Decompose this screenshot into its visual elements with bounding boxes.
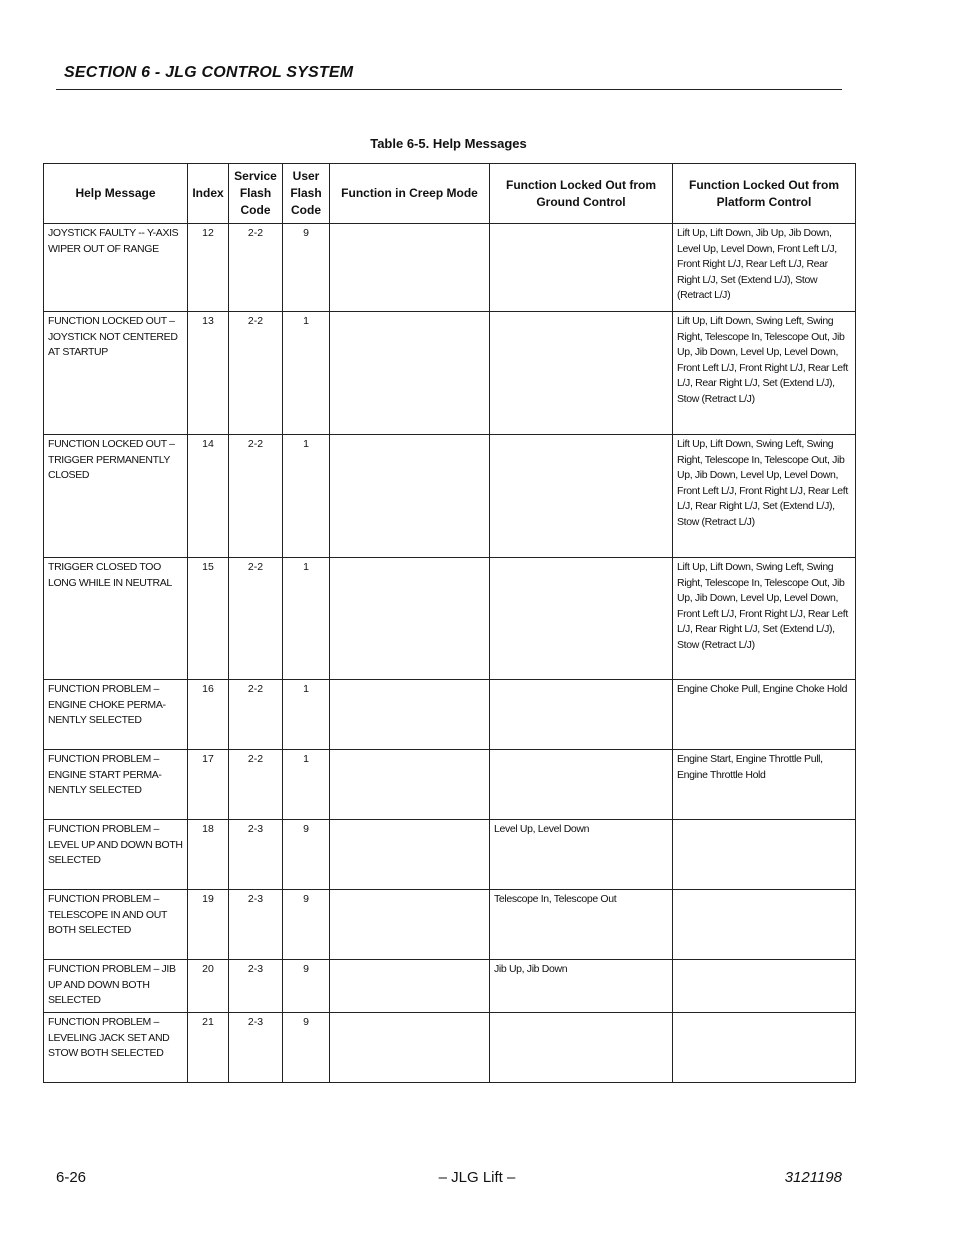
- cell-creep-mode: [330, 960, 490, 1013]
- cell-creep-mode: [330, 1013, 490, 1083]
- cell-index: 16: [188, 680, 229, 750]
- table-row: [44, 820, 856, 890]
- cell-service-flash-code: 2-2: [229, 680, 283, 750]
- cell-index: 19: [188, 890, 229, 960]
- cell-ground-control: Jib Up, Jib Down: [490, 960, 673, 1013]
- cell-service-flash-code: 2-2: [229, 558, 283, 680]
- cell-creep-mode: [330, 820, 490, 890]
- cell-user-flash-code: 1: [283, 558, 330, 680]
- cell-user-flash-code: 1: [283, 435, 330, 558]
- cell-ground-control: [490, 1013, 673, 1083]
- header-divider: [56, 89, 842, 90]
- cell-service-flash-code: 2-2: [229, 750, 283, 820]
- cell-creep-mode: [330, 558, 490, 680]
- cell-help-message: FUNCTION LOCKED OUT – TRIGGER PERMANENTLY CLOSED: [44, 435, 188, 558]
- col-header-platform-control: Function Locked Out from Platform Control: [673, 164, 856, 224]
- cell-platform-control: Lift Up, Lift Down, Swing Left, Swing Right, Telescope In, Telescope Out, Jib Up, Jib Down, Level Up, Level Down, Front Left L/J, Front Right L/J, Rear Left L/J, Rear Right L/J, Set (Extend L/J), Stow (Retract L/J): [673, 312, 856, 435]
- cell-index: 14: [188, 435, 229, 558]
- cell-help-message: FUNCTION PROBLEM – LEVEL UP AND DOWN BOTH SELECTED: [44, 820, 188, 890]
- cell-help-message: JOYSTICK FAULTY -- Y-AXIS WIPER OUT OF RANGE: [44, 224, 188, 312]
- cell-creep-mode: [330, 312, 490, 435]
- col-header-index: Index: [188, 164, 229, 224]
- cell-service-flash-code: 2-2: [229, 224, 283, 312]
- cell-ground-control: Telescope In, Telescope Out: [490, 890, 673, 960]
- cell-ground-control: [490, 680, 673, 750]
- table-caption: Table 6-5. Help Messages: [370, 136, 527, 151]
- table-row: [44, 750, 856, 820]
- cell-index: 13: [188, 312, 229, 435]
- col-header-user-flash-code: User Flash Code: [283, 164, 330, 224]
- cell-user-flash-code: 9: [283, 1013, 330, 1083]
- cell-help-message: FUNCTION PROBLEM – JIB UP AND DOWN BOTH SELECTED: [44, 960, 188, 1013]
- cell-index: 20: [188, 960, 229, 1013]
- cell-platform-control: [673, 960, 856, 1013]
- document-number: 3121198: [784, 1169, 842, 1186]
- table-row: [44, 312, 856, 435]
- cell-ground-control: [490, 558, 673, 680]
- cell-user-flash-code: 9: [283, 960, 330, 1013]
- page-number: 6-26: [56, 1169, 87, 1186]
- cell-service-flash-code: 2-3: [229, 820, 283, 890]
- cell-service-flash-code: 2-3: [229, 1013, 283, 1083]
- cell-creep-mode: [330, 750, 490, 820]
- cell-platform-control: [673, 820, 856, 890]
- cell-ground-control: [490, 312, 673, 435]
- cell-index: 15: [188, 558, 229, 680]
- cell-user-flash-code: 9: [283, 224, 330, 312]
- help-messages-table: [43, 163, 856, 1083]
- cell-ground-control: [490, 435, 673, 558]
- cell-index: 18: [188, 820, 229, 890]
- cell-user-flash-code: 9: [283, 820, 330, 890]
- cell-platform-control: Engine Start, Engine Throttle Pull, Engine Throttle Hold: [673, 750, 856, 820]
- cell-help-message: TRIGGER CLOSED TOO LONG WHILE IN NEUTRAL: [44, 558, 188, 680]
- cell-platform-control: Lift Up, Lift Down, Jib Up, Jib Down, Level Up, Level Down, Front Left L/J, Front Right L/J, Rear Left L/J, Rear Right L/J, Set (Extend L/J), Stow (Retract L/J): [673, 224, 856, 312]
- cell-ground-control: Level Up, Level Down: [490, 820, 673, 890]
- cell-service-flash-code: 2-3: [229, 890, 283, 960]
- cell-user-flash-code: 1: [283, 750, 330, 820]
- cell-creep-mode: [330, 890, 490, 960]
- col-header-service-flash-code: Service Flash Code: [229, 164, 283, 224]
- cell-platform-control: Lift Up, Lift Down, Swing Left, Swing Right, Telescope In, Telescope Out, Jib Up, Jib Down, Level Up, Level Down, Front Left L/J, Front Right L/J, Rear Left L/J, Rear Right L/J, Set (Extend L/J), Stow (Retract L/J): [673, 435, 856, 558]
- cell-creep-mode: [330, 435, 490, 558]
- cell-help-message: FUNCTION PROBLEM – TELESCOPE IN AND OUT BOTH SELECTED: [44, 890, 188, 960]
- cell-platform-control: Engine Choke Pull, Engine Choke Hold: [673, 680, 856, 750]
- cell-index: 17: [188, 750, 229, 820]
- table-row: [44, 435, 856, 558]
- cell-help-message: FUNCTION PROBLEM – ENGINE START PERMA-NENTLY SELECTED: [44, 750, 188, 820]
- cell-ground-control: [490, 750, 673, 820]
- cell-index: 21: [188, 1013, 229, 1083]
- cell-platform-control: [673, 890, 856, 960]
- cell-user-flash-code: 1: [283, 312, 330, 435]
- table-row: [44, 558, 856, 680]
- cell-creep-mode: [330, 224, 490, 312]
- table-header-row: [44, 164, 856, 224]
- col-header-ground-control: Function Locked Out from Ground Control: [490, 164, 673, 224]
- table-row: [44, 1013, 856, 1083]
- cell-service-flash-code: 2-2: [229, 312, 283, 435]
- footer-brand: – JLG Lift –: [438, 1169, 516, 1186]
- table-row: [44, 680, 856, 750]
- cell-user-flash-code: 9: [283, 890, 330, 960]
- table-row: [44, 224, 856, 312]
- cell-platform-control: [673, 1013, 856, 1083]
- cell-index: 12: [188, 224, 229, 312]
- col-header-help-message: Help Message: [44, 164, 188, 224]
- cell-help-message: FUNCTION PROBLEM – ENGINE CHOKE PERMA-NENTLY SELECTED: [44, 680, 188, 750]
- table-row: [44, 960, 856, 1013]
- cell-creep-mode: [330, 680, 490, 750]
- cell-platform-control: Lift Up, Lift Down, Swing Left, Swing Right, Telescope In, Telescope Out, Jib Up, Jib Down, Level Up, Level Down, Front Left L/J, Front Right L/J, Rear Left L/J, Rear Right L/J, Set (Extend L/J), Stow (Retract L/J): [673, 558, 856, 680]
- col-header-creep-mode: Function in Creep Mode: [330, 164, 490, 224]
- cell-ground-control: [490, 224, 673, 312]
- cell-help-message: FUNCTION PROBLEM – LEVELING JACK SET AND STOW BOTH SELECTED: [44, 1013, 188, 1083]
- section-title: SECTION 6 - JLG CONTROL SYSTEM: [64, 64, 354, 81]
- cell-service-flash-code: 2-3: [229, 960, 283, 1013]
- cell-help-message: FUNCTION LOCKED OUT – JOYSTICK NOT CENTERED AT STARTUP: [44, 312, 188, 435]
- cell-service-flash-code: 2-2: [229, 435, 283, 558]
- table-row: [44, 890, 856, 960]
- cell-user-flash-code: 1: [283, 680, 330, 750]
